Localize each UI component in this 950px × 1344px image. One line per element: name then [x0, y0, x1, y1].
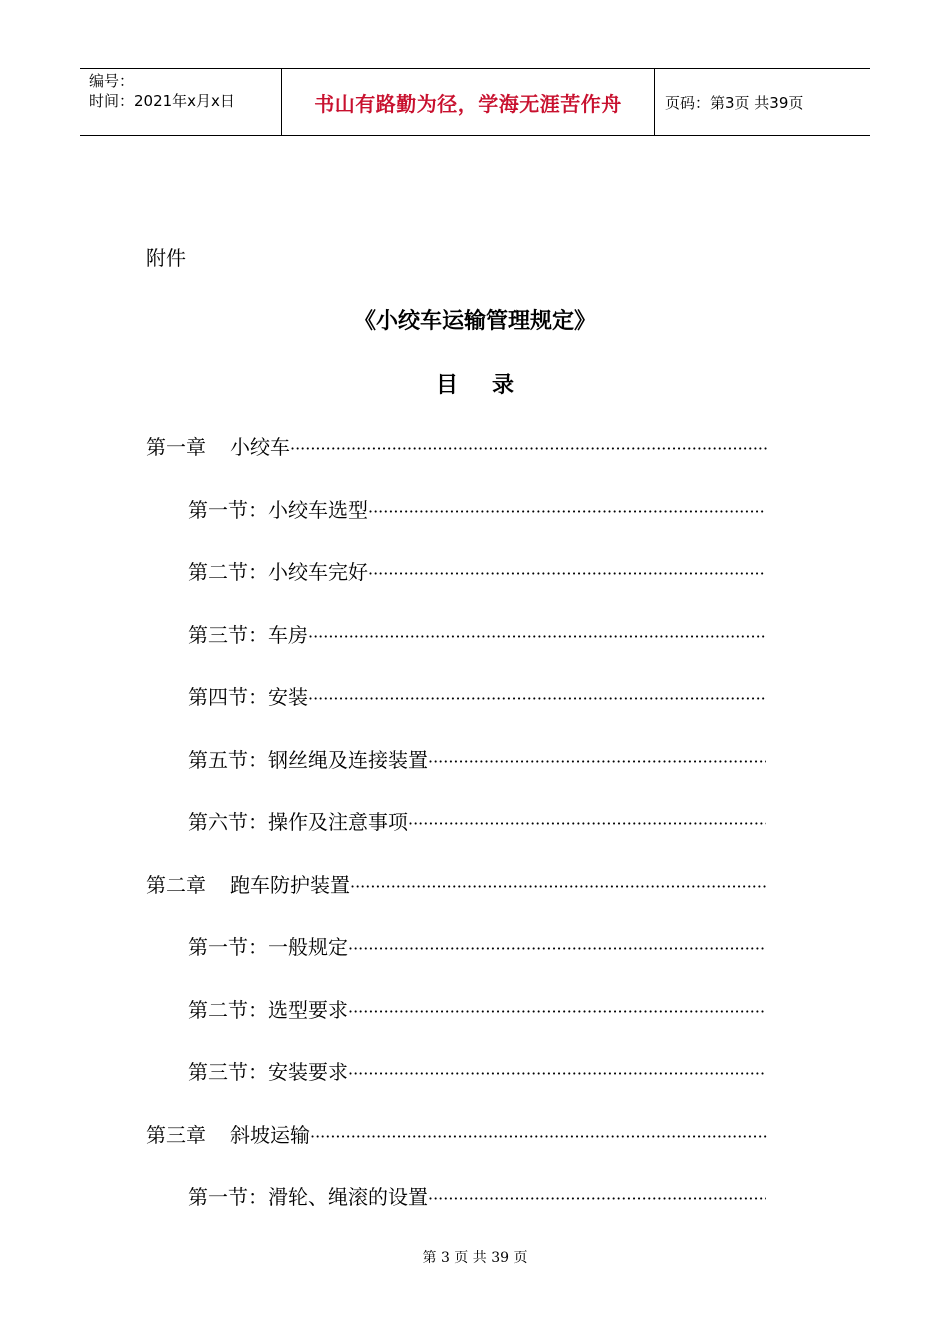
toc-entry[interactable]	[188, 806, 766, 836]
header-meta	[80, 69, 282, 135]
toc-entry[interactable]	[188, 619, 766, 649]
attachment-label: 附件	[146, 246, 186, 270]
toc-leader-dots	[348, 1064, 766, 1083]
toc-leader-dots	[428, 752, 766, 771]
header-page-info: 页码：第3页 共39页	[665, 93, 804, 112]
toc-entry-title: 跑车防护装置	[230, 873, 350, 897]
toc-entry-title: 操作及注意事项	[268, 810, 408, 834]
toc-entry-number: 第三节：	[188, 1060, 268, 1084]
page-footer: 第 3 页 共 39 页	[422, 1250, 528, 1266]
toc-leader-dots	[350, 877, 768, 896]
toc-entry[interactable]	[188, 1056, 766, 1086]
toc-entry[interactable]	[188, 681, 766, 711]
toc-leader-dots	[348, 1002, 766, 1021]
toc-entry-title: 车房	[268, 623, 308, 647]
toc-entry-title: 小绞车选型	[268, 498, 368, 522]
header-motto: 书山有路勤为径，学海无涯苦作舟	[282, 69, 655, 135]
toc-entry-number: 第二节：	[188, 998, 268, 1022]
toc-leader-dots	[290, 439, 768, 458]
toc-entry-number: 第三节：	[188, 623, 268, 647]
toc-entry-number: 第六节：	[188, 810, 268, 834]
toc-leader-dots	[348, 939, 766, 958]
toc-entry-number: 第二章	[146, 873, 206, 897]
toc-leader-dots	[428, 1189, 766, 1208]
toc-entry[interactable]	[188, 556, 766, 586]
toc-entry-title: 滑轮、绳滚的设置	[268, 1185, 428, 1209]
toc-entry[interactable]	[188, 494, 766, 524]
toc-entry-number: 第二节：	[188, 560, 268, 584]
header-time-label: 时间：2021年x月x日	[89, 92, 235, 110]
toc-entry-number: 第一节：	[188, 1185, 268, 1209]
toc-entry-title: 一般规定	[268, 935, 348, 959]
toc-leader-dots	[368, 564, 766, 583]
toc-leader-dots	[310, 1127, 768, 1146]
toc-entry-title: 安装要求	[268, 1060, 348, 1084]
document-title: 《小绞车运输管理规定》	[353, 309, 596, 334]
toc-leader-dots	[368, 502, 766, 521]
toc-entry-number: 第三章	[146, 1123, 206, 1147]
toc-entry-title: 钢丝绳及连接装置	[268, 748, 428, 772]
toc-entry[interactable]	[188, 744, 766, 774]
toc-entry[interactable]	[146, 431, 768, 461]
toc-entry-title: 选型要求	[268, 998, 348, 1022]
toc-entry[interactable]	[146, 869, 768, 899]
page-header	[80, 68, 870, 136]
toc-entry-title: 斜坡运输	[230, 1123, 310, 1147]
toc-leader-dots	[308, 627, 766, 646]
toc-entry-number: 第四节：	[188, 685, 268, 709]
toc-entry[interactable]	[188, 994, 766, 1024]
toc-entry-number: 第五节：	[188, 748, 268, 772]
toc-entry-number: 第一节：	[188, 935, 268, 959]
toc-leader-dots	[408, 814, 766, 833]
toc-entry-number: 第一章	[146, 435, 206, 459]
toc-leader-dots	[308, 689, 766, 708]
toc-entry-title: 小绞车	[230, 435, 290, 459]
toc-entry[interactable]	[188, 1181, 766, 1211]
toc-entry-title: 小绞车完好	[268, 560, 368, 584]
header-number-label: 编号：	[89, 72, 135, 90]
toc-entry-number: 第一节：	[188, 498, 268, 522]
toc-entry[interactable]	[188, 931, 766, 961]
toc-entry-title: 安装	[268, 685, 308, 709]
toc-heading: 目录	[435, 373, 548, 398]
toc-entry[interactable]	[146, 1119, 768, 1149]
